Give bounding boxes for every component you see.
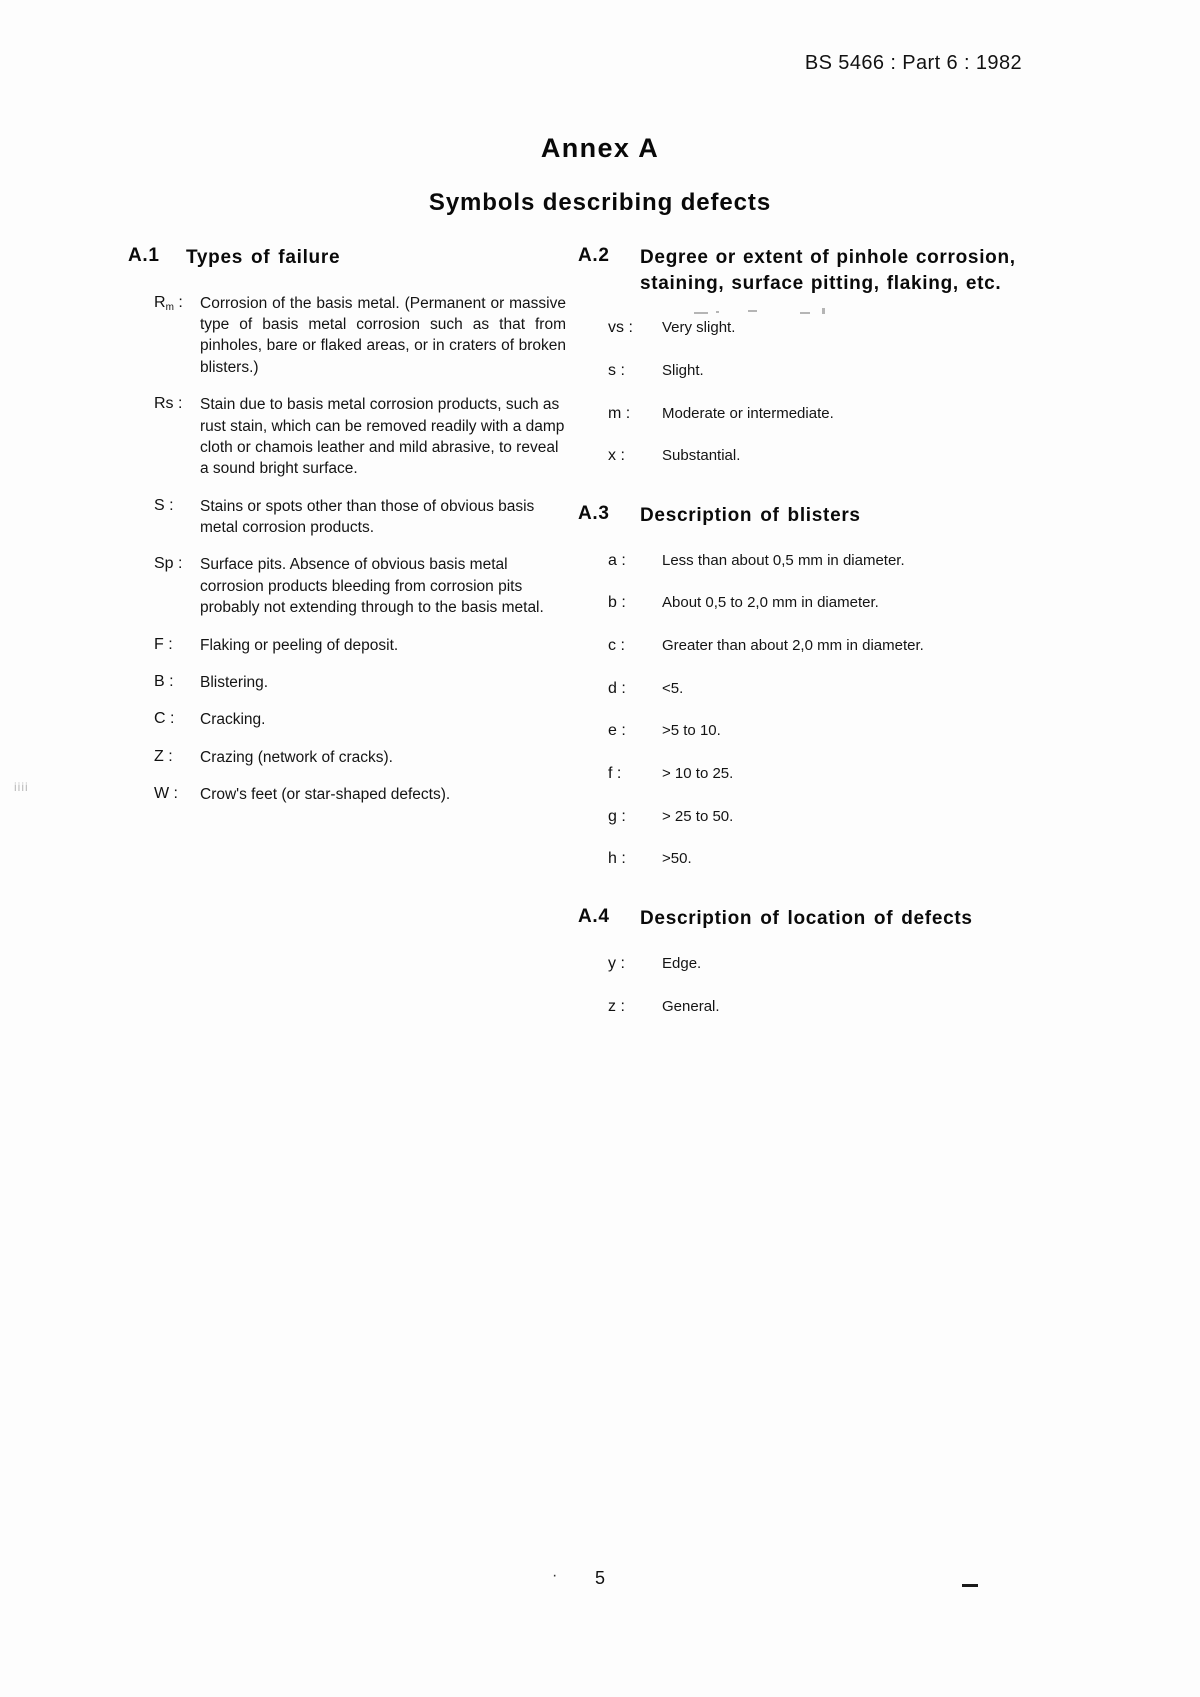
definition-symbol: S : [154, 496, 174, 514]
definition-row [578, 446, 1030, 467]
definition-row [578, 997, 1030, 1018]
definition-row [128, 496, 566, 539]
definition-symbol: B : [154, 672, 174, 690]
section-number-a3: A.3 [578, 503, 610, 525]
definition-row [578, 361, 1030, 382]
definition-symbol: a : [608, 551, 626, 569]
definition-text: Crazing (network of cracks). [200, 748, 393, 766]
definition-text: >5 to 10. [662, 722, 721, 740]
footer-leading-dot: · [552, 1567, 558, 1584]
definition-text: Cracking. [200, 711, 266, 729]
definition-row [128, 672, 566, 693]
definition-text: Very slight. [662, 319, 736, 337]
definition-text: Less than about 0,5 mm in diameter. [662, 551, 905, 569]
scan-margin-mark: iiii [14, 780, 29, 794]
definition-list-a3 [578, 551, 1030, 871]
definition-row [578, 849, 1030, 870]
definition-text: >50. [662, 850, 692, 868]
left-column [128, 245, 566, 821]
section-heading-a1 [128, 245, 566, 271]
scan-speck [716, 311, 719, 313]
definition-text: Corrosion of the basis metal. (Permanent or massive type of basis metal corrosion such as that from pinholes, bare or flaked areas, or in craters of broken blisters.) [200, 294, 566, 376]
definition-row [128, 784, 566, 805]
annex-title: Annex A [540, 133, 660, 163]
definition-row [128, 293, 566, 379]
section-heading-a4 [578, 906, 1030, 932]
definition-text: Greater than about 2,0 mm in diameter. [662, 637, 924, 655]
definition-text: > 10 to 25. [662, 765, 734, 783]
definition-row [578, 593, 1030, 614]
section-title-a1: Types of failure [186, 247, 341, 268]
page-number: 5 [594, 1568, 605, 1588]
definition-text: Blistering. [200, 673, 269, 691]
definition-symbol: Z : [154, 747, 173, 765]
definition-symbol: y : [608, 954, 625, 972]
section-number-a4: A.4 [578, 906, 610, 928]
definition-text: Edge. [662, 954, 702, 972]
annex-subtitle: Symbols describing defects [428, 189, 772, 216]
definition-symbol: Sp : [154, 555, 183, 573]
section-title-a4: Description of location of defects [640, 908, 973, 930]
definition-row [578, 404, 1030, 425]
scan-speck [694, 312, 708, 314]
definition-symbol: g : [608, 807, 626, 825]
scan-speck [748, 310, 757, 312]
definition-text: Moderate or intermediate. [662, 404, 834, 422]
scan-speck [822, 308, 825, 314]
definition-row [578, 807, 1030, 828]
definition-symbol: F : [154, 635, 173, 653]
definition-symbol: f : [608, 765, 622, 783]
definition-symbol: h : [608, 850, 626, 868]
definition-row [128, 554, 566, 618]
definition-text: <5. [662, 679, 684, 697]
definition-row [128, 635, 566, 656]
definition-text: > 25 to 50. [662, 807, 734, 825]
definition-row [128, 394, 566, 480]
definition-text: Substantial. [662, 447, 741, 465]
section-heading-a2 [578, 245, 1030, 296]
section-title-a2: Degree or extent of pinhole corrosion, staining, surface pitting, flaking, etc. [640, 247, 1016, 294]
definition-list-a4 [578, 954, 1030, 1017]
section-number-a2: A.2 [578, 245, 610, 266]
definition-symbol: Rs : [154, 395, 183, 413]
definition-text: Stain due to basis metal corrosion products, such as rust stain, which can be removed readily with a damp cloth or chamois leather and mild abrasive, to reveal a sound bright surface. [200, 396, 565, 478]
definition-symbol: d : [608, 679, 626, 697]
definition-symbol: s : [608, 361, 625, 379]
definition-row [578, 764, 1030, 785]
definition-row [578, 636, 1030, 657]
definition-row [128, 747, 566, 768]
definition-symbol: e : [608, 722, 626, 740]
definition-symbol: $R_m$ : [154, 293, 183, 313]
definition-symbol: c : [608, 637, 625, 655]
definition-symbol: x : [608, 447, 625, 465]
definition-symbol: m : [608, 404, 631, 422]
definition-symbol: W : [154, 785, 178, 803]
scan-speck [800, 312, 810, 314]
section-number-a1: A.1 [128, 245, 160, 266]
definition-symbol: b : [608, 594, 626, 612]
definition-row [578, 954, 1030, 975]
definition-text: Surface pits. Absence of obvious basis metal corrosion products bleeding from corrosion pits probably not extending through to the basis metal. [200, 556, 544, 617]
definition-row [578, 721, 1030, 742]
definition-symbol: vs : [608, 319, 633, 337]
definition-row [578, 318, 1030, 339]
standard-reference-header: BS 5466 : Part 6 : 1982 [804, 52, 1022, 74]
definition-text: About 0,5 to 2,0 mm in diameter. [662, 594, 879, 612]
section-heading-a3 [578, 503, 1030, 529]
definition-text: Slight. [662, 361, 704, 379]
definition-symbol: C : [154, 710, 175, 728]
right-column [578, 245, 1030, 1039]
definition-list-a1 [128, 293, 566, 806]
definition-list-a2 [578, 318, 1030, 467]
definition-row [128, 709, 566, 730]
definition-text: Crow's feet (or star-shaped defects). [200, 786, 451, 804]
footer-dash-mark [962, 1584, 978, 1587]
definition-row [578, 551, 1030, 572]
definition-text: Stains or spots other than those of obvious basis metal corrosion products. [200, 497, 535, 537]
section-title-a3: Description of blisters [640, 505, 861, 527]
definition-text: General. [662, 997, 720, 1015]
definition-symbol: z : [608, 997, 625, 1015]
definition-row [578, 679, 1030, 700]
definition-text: Flaking or peeling of deposit. [200, 636, 399, 654]
